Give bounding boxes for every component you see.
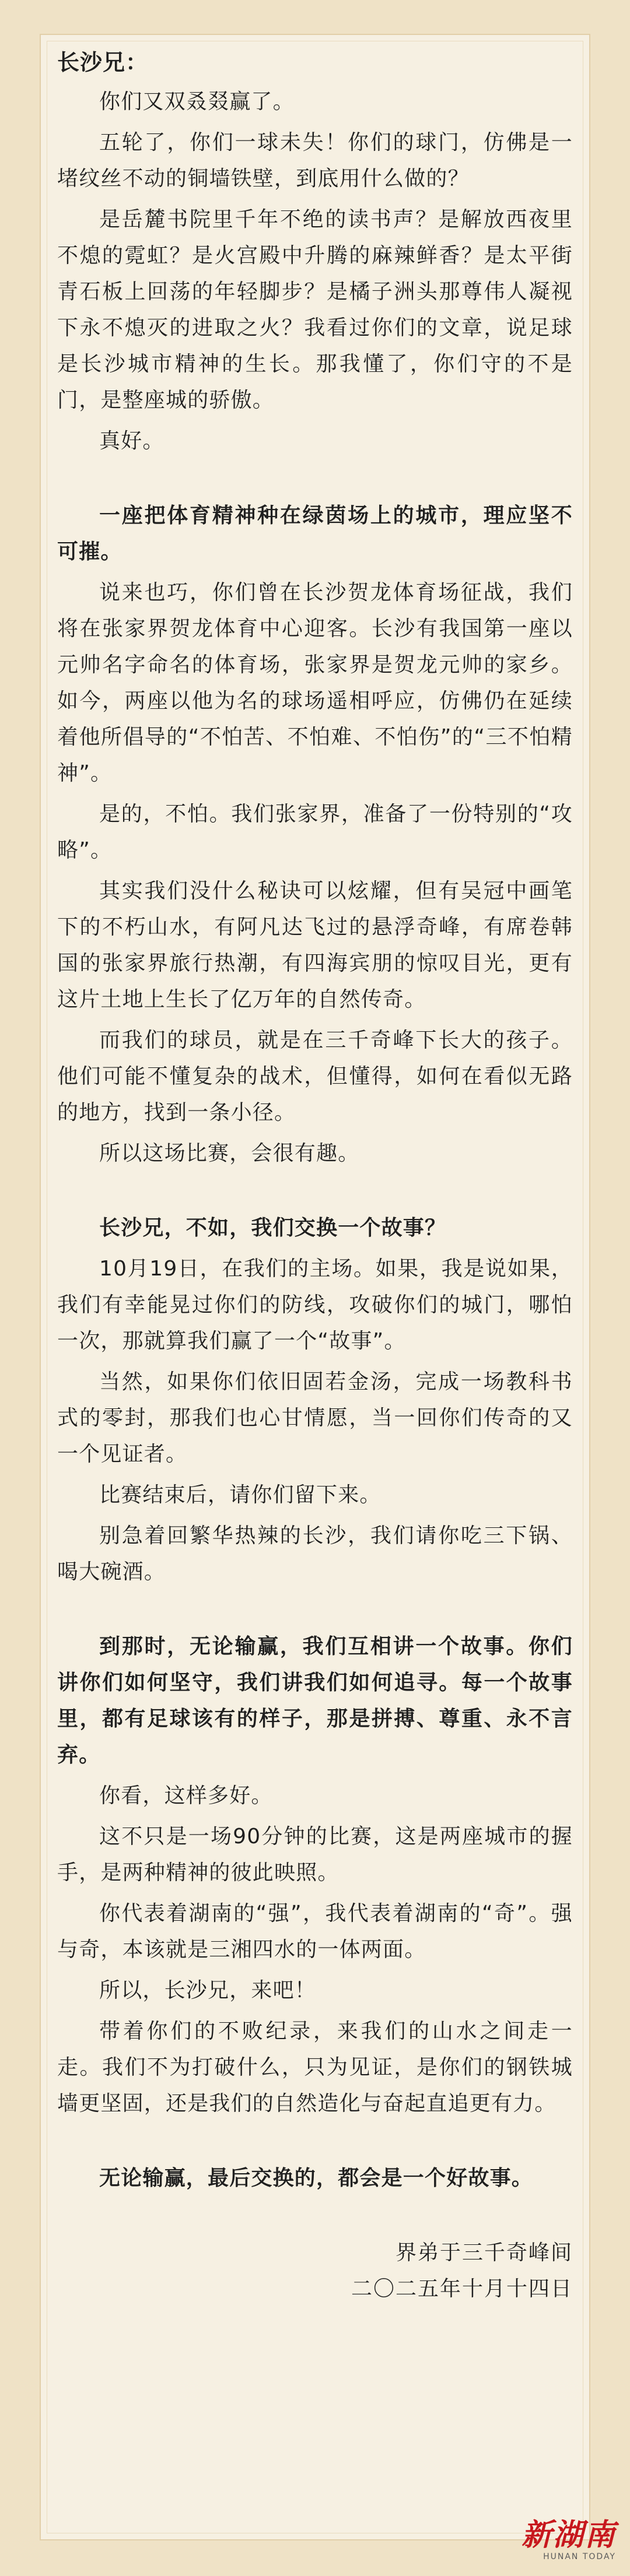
paragraph: 10月19日，在我们的主场。如果，我是说如果，我们有幸能晃过你们的防线，攻破你们的城门，哪怕一次，那就算我们赢了一个“故事”。 bbox=[57, 1257, 573, 1353]
paragraph: 别急着回繁华热辣的长沙，我们请你吃三下锅、喝大碗酒。 bbox=[57, 1524, 573, 1584]
paragraph: 说来也巧，你们曾在长沙贺龙体育场征战，我们将在张家界贺龙体育中心迎客。长沙有我国第一座以元帅名字命名的体育场，张家界是贺龙元帅的家乡。如今，两座以他为名的球场遥相呼应，仿佛仍在延续着他所倡导的“不怕苦、不怕难、不怕伤”的“三不怕精神”。 bbox=[57, 581, 573, 785]
paragraph: 你们又双叒叕赢了。 bbox=[99, 90, 295, 114]
logo-sub-text: HUNAN TODAY bbox=[543, 2552, 616, 2561]
logo-main-text: 新湖南 bbox=[521, 2517, 616, 2553]
paragraph: 是岳麓书院里千年不绝的读书声？是解放西夜里不熄的霓虹？是火宫殿中升腾的麻辣鲜香？是太平街青石板上回荡的年轻脚步？是橘子洲头那尊伟人凝视下永不熄灭的进取之火？我看过你们的文章，说足球是长沙城市精神的生长。那我懂了，你们守的不是门，是整座城的骄傲。 bbox=[57, 208, 573, 412]
letter-body bbox=[57, 44, 573, 2307]
paragraph: 这不只是一场90分钟的比赛，这是两座城市的握手，是两种精神的彼此映照。 bbox=[57, 1825, 573, 1885]
paragraph: 你代表着湖南的“强”，我代表着湖南的“奇”。强与奇，本该就是三湘四水的一体两面。 bbox=[57, 1902, 573, 1962]
salutation: 长沙兄： bbox=[57, 50, 149, 75]
paragraph: 你看，这样多好。 bbox=[99, 1784, 273, 1808]
paragraph: 五轮了，你们一球未失！你们的球门，仿佛是一堵纹丝不动的铜墙铁壁，到底用什么做的？ bbox=[57, 131, 573, 191]
paragraph: 带着你们的不败纪录，来我们的山水之间走一走。我们不为打破什么，只为见证，是你们的钢铁城墙更坚固，还是我们的自然造化与奋起直追更有力。 bbox=[57, 2019, 573, 2115]
paragraph: 所以，长沙兄，来吧！ bbox=[99, 1978, 317, 2002]
paragraph: 是的，不怕。我们张家界，准备了一份特别的“攻略”。 bbox=[57, 802, 573, 862]
paragraph: 所以这场比赛，会很有趣。 bbox=[99, 1141, 360, 1165]
bold-heading: 无论输赢，最后交换的，都会是一个好故事。 bbox=[99, 2166, 534, 2190]
bold-heading: 到那时，无论输赢，我们互相讲一个故事。你们讲你们如何坚守，我们讲我们如何追寻。每一个故事里，都有足球该有的样子，那是拼搏、尊重、永不言弃。 bbox=[57, 1635, 573, 1767]
paragraph: 其实我们没什么秘诀可以炫耀，但有吴冠中画笔下的不朽山水，有阿凡达飞过的悬浮奇峰，有席卷韩国的张家界旅行热潮，有四海宾朋的惊叹目光，更有这片土地上生长了亿万年的自然传奇。 bbox=[57, 879, 573, 1011]
signature: 界弟于三千奇峰间 bbox=[395, 2241, 573, 2265]
paragraph: 当然，如果你们依旧固若金汤，完成一场教科书式的零封，那我们也心甘情愿，当一回你们传奇的又一个见证者。 bbox=[57, 1370, 573, 1466]
paragraph: 比赛结束后，请你们留下来。 bbox=[99, 1483, 382, 1507]
bold-heading: 长沙兄，不如，我们交换一个故事？ bbox=[99, 1216, 447, 1240]
letter-date: 二〇二五年十月十四日 bbox=[351, 2277, 573, 2301]
hunan-today-logo bbox=[511, 2519, 616, 2563]
paragraph: 而我们的球员，就是在三千奇峰下长大的孩子。他们可能不懂复杂的战术，但懂得，如何在看似无路的地方，找到一条小径。 bbox=[57, 1028, 573, 1124]
paragraph: 真好。 bbox=[99, 429, 164, 453]
bold-heading: 一座把体育精神种在绿茵场上的城市，理应坚不可摧。 bbox=[57, 504, 573, 564]
